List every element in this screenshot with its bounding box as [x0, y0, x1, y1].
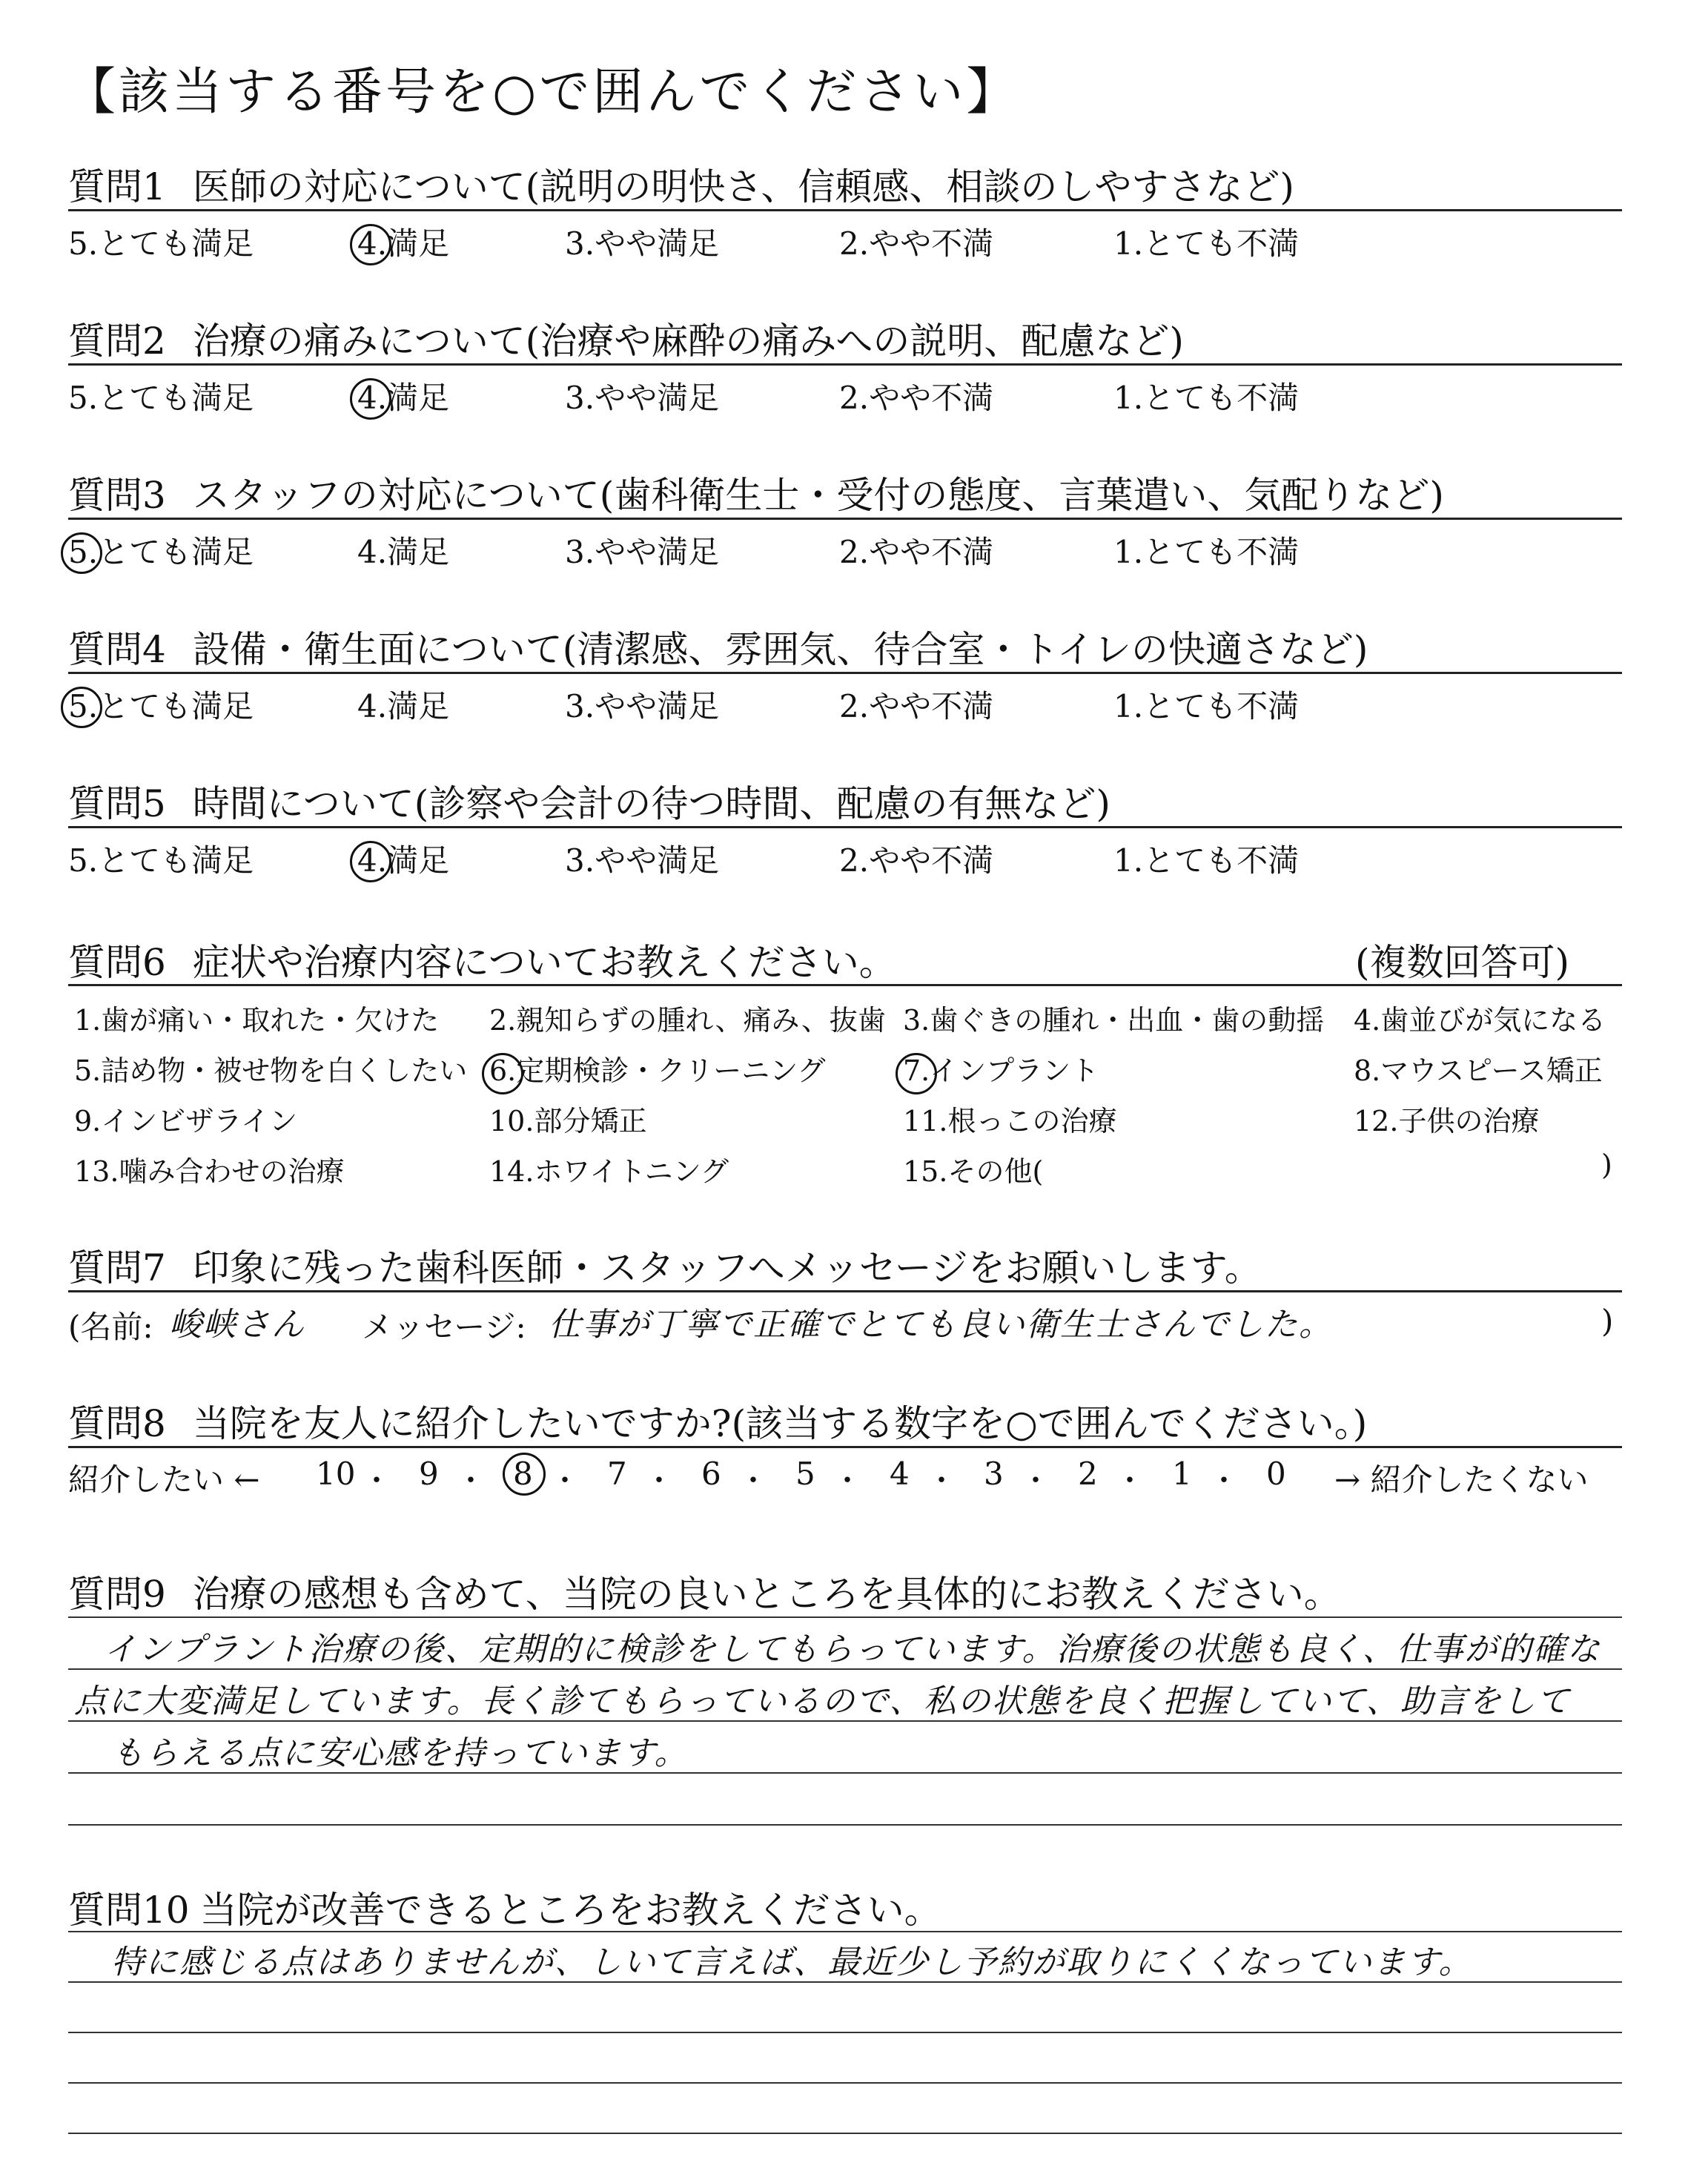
- item-label: インビザライン: [101, 1105, 298, 1137]
- item-label: 子供の治療: [1398, 1105, 1540, 1137]
- q6-multi-note: (複数回答可): [1355, 941, 1570, 984]
- q2-option-4[interactable]: [357, 374, 449, 418]
- q2-option-3[interactable]: [565, 374, 719, 418]
- item-number: 1.: [74, 1004, 102, 1037]
- scale-separator: ・: [1115, 1464, 1145, 1498]
- option-number: 5.: [68, 380, 99, 416]
- option-label: とても満足: [98, 842, 254, 879]
- q9-heading: [68, 1565, 1341, 1618]
- option-number: 2.: [839, 380, 870, 416]
- scale-separator: ・: [738, 1464, 768, 1498]
- scale-value-8[interactable]: 8: [513, 1456, 533, 1492]
- q6-item-3[interactable]: [903, 997, 1324, 1038]
- question-number: 質問4: [68, 628, 166, 671]
- scale-value-4[interactable]: 4: [890, 1456, 910, 1492]
- q6-item-4[interactable]: [1354, 997, 1606, 1038]
- q9-answer-line[interactable]: 点に大変満足しています。長く診てもらっているので、私の状態を良く把握していて、助言をして: [74, 1682, 1571, 1720]
- q4-rule: [68, 672, 1622, 674]
- option-label: やや不満: [869, 534, 994, 570]
- q4-option-5[interactable]: [68, 682, 254, 727]
- q7-heading: [68, 1238, 1262, 1292]
- item-label: インプラント: [930, 1054, 1099, 1087]
- option-label: 満足: [387, 225, 450, 262]
- q2-option-2[interactable]: [839, 374, 993, 418]
- question-number: 質問2: [68, 320, 166, 363]
- item-number: 7.: [903, 1054, 930, 1087]
- option-label: とても不満: [1143, 225, 1300, 262]
- q7-name-label: (名前:: [68, 1309, 153, 1345]
- scale-separator: ・: [456, 1464, 486, 1498]
- question-text: 当院を友人に紹介したいですか?(該当する数字を○で囲んでください。): [192, 1402, 1368, 1445]
- option-number: 5.: [68, 688, 99, 724]
- option-number: 5.: [68, 842, 99, 879]
- q6-heading: [68, 933, 896, 986]
- q3-rule: [68, 518, 1622, 520]
- option-number: 1.: [1113, 225, 1144, 262]
- item-number: 13.: [74, 1155, 119, 1188]
- option-number: 2.: [839, 534, 870, 570]
- item-label: ): [1601, 1149, 1612, 1181]
- option-label: やや不満: [869, 380, 994, 416]
- q8-right-label: → 紹介したくない: [1334, 1462, 1589, 1498]
- q10-heading: [68, 1880, 941, 1934]
- q6-other-close: [1601, 1149, 1612, 1181]
- item-label: 親知らずの腫れ、痛み、抜歯: [516, 1004, 886, 1037]
- scale-value-3[interactable]: 3: [984, 1456, 1004, 1492]
- q2-heading: [68, 311, 1184, 365]
- question-number: 質問1: [68, 165, 166, 208]
- q7-rule: [68, 1290, 1622, 1292]
- scale-value-10[interactable]: 10: [316, 1456, 356, 1492]
- q7-close-paren: ): [1601, 1303, 1614, 1339]
- q3-option-5[interactable]: [68, 528, 254, 572]
- option-number: 4.: [357, 380, 388, 416]
- q9-writing-line: [68, 1616, 1622, 1618]
- option-number: 4.: [357, 534, 388, 570]
- q8-left-label: 紹介したい ←: [68, 1462, 260, 1498]
- q1-heading: [68, 157, 1294, 211]
- q1-option-2[interactable]: [839, 219, 993, 264]
- q4-option-4[interactable]: [357, 682, 449, 727]
- q6-item-1[interactable]: [74, 997, 439, 1038]
- item-number: 4.: [1354, 1004, 1381, 1037]
- q3-heading: [68, 466, 1444, 519]
- option-label: 満足: [387, 842, 450, 879]
- scale-value-6[interactable]: 6: [701, 1456, 721, 1492]
- option-label: やや不満: [869, 688, 994, 724]
- question-text: 時間について(診察や会計の待つ時間、配慮の有無など): [192, 782, 1110, 825]
- item-number: 5.: [74, 1054, 102, 1087]
- question-number: 質問7: [68, 1246, 166, 1289]
- option-number: 4.: [357, 225, 388, 262]
- form-title: 【該当する番号を○で囲んでください】: [65, 63, 1020, 122]
- scale-separator: ・: [1209, 1464, 1239, 1498]
- scale-separator: ・: [833, 1464, 862, 1498]
- q9-answer-line[interactable]: インプラント治療の後、定期的に検診をしてもらっています。治療後の状態も良く、仕事が的確な: [104, 1631, 1601, 1668]
- question-number: 質問10: [68, 1889, 190, 1932]
- option-label: とても満足: [98, 688, 254, 724]
- q6-item-2[interactable]: [489, 997, 886, 1038]
- q6-item-6[interactable]: [489, 1048, 826, 1089]
- q8-heading: [68, 1394, 1367, 1447]
- item-label: マウスピース矯正: [1380, 1054, 1603, 1087]
- q10-writing-line: [68, 1931, 1622, 1932]
- q6-item-9[interactable]: [74, 1098, 297, 1139]
- q1-option-5[interactable]: [68, 219, 254, 264]
- option-label: 満足: [387, 380, 450, 416]
- item-number: 11.: [903, 1105, 948, 1137]
- q2-option-1[interactable]: [1113, 374, 1299, 418]
- option-label: やや不満: [869, 842, 994, 879]
- question-text: 治療の感想も含めて、当院の良いところを具体的にお教えください。: [192, 1573, 1341, 1616]
- q6-item-13[interactable]: [74, 1149, 344, 1189]
- item-label: 詰め物・被せ物を白くしたい: [101, 1054, 468, 1087]
- option-label: とても満足: [98, 534, 254, 570]
- option-number: 5.: [68, 225, 99, 262]
- q8-rule: [68, 1446, 1622, 1448]
- q4-option-2[interactable]: [839, 682, 993, 727]
- q10-answer-line[interactable]: 特に感じる点はありませんが、しいて言えば、最近少し予約が取りにくくなっています。: [111, 1943, 1473, 1981]
- scale-separator: ・: [1021, 1464, 1050, 1498]
- question-text: 設備・衛生面について(清潔感、雰囲気、待合室・トイレの快適さなど): [192, 628, 1368, 671]
- question-number: 質問3: [68, 474, 166, 517]
- q2-rule: [68, 363, 1622, 366]
- question-text: 医師の対応について(説明の明快さ、信頼感、相談のしやすさなど): [192, 165, 1294, 208]
- option-label: やや満足: [595, 688, 720, 724]
- q1-option-4[interactable]: [357, 219, 449, 264]
- q9-writing-line: [68, 1824, 1622, 1826]
- option-number: 1.: [1113, 534, 1144, 570]
- item-number: 14.: [489, 1155, 534, 1188]
- scale-value-7[interactable]: 7: [607, 1456, 627, 1492]
- option-number: 3.: [565, 225, 595, 262]
- option-number: 1.: [1113, 688, 1144, 724]
- scale-value-9[interactable]: 9: [419, 1456, 439, 1492]
- q10-writing-line: [68, 2133, 1622, 2134]
- item-label: 歯ぐきの腫れ・出血・歯の動揺: [930, 1004, 1325, 1037]
- item-label: 噛み合わせの治療: [119, 1155, 345, 1188]
- item-number: 3.: [903, 1004, 930, 1037]
- question-text: 当院が改善できるところをお教えください。: [199, 1889, 941, 1932]
- item-label: 歯並びが気になる: [1380, 1004, 1606, 1037]
- q5-rule: [68, 826, 1622, 828]
- option-number: 3.: [565, 688, 595, 724]
- scale-separator: ・: [362, 1464, 391, 1498]
- option-label: 満足: [387, 688, 450, 724]
- question-text: スタッフの対応について(歯科衛生士・受付の態度、言葉遣い、気配りなど): [192, 474, 1444, 517]
- option-number: 4.: [357, 842, 388, 879]
- option-label: やや不満: [869, 225, 994, 262]
- option-number: 5.: [68, 534, 99, 570]
- option-number: 3.: [565, 534, 595, 570]
- q6-rule: [68, 984, 1622, 986]
- scale-separator: ・: [644, 1464, 674, 1498]
- option-number: 4.: [357, 688, 388, 724]
- q3-option-3[interactable]: [565, 528, 719, 572]
- option-number: 3.: [565, 842, 595, 879]
- q2-option-5[interactable]: [68, 374, 254, 418]
- item-number: 2.: [489, 1004, 517, 1037]
- q5-option-1[interactable]: [1113, 836, 1299, 881]
- q6-item-10[interactable]: [489, 1098, 646, 1139]
- q4-heading: [68, 620, 1368, 673]
- option-number: 2.: [839, 225, 870, 262]
- q6-item-7[interactable]: [903, 1048, 1099, 1089]
- item-number: 10.: [489, 1105, 534, 1137]
- option-label: やや満足: [595, 842, 720, 879]
- option-number: 1.: [1113, 842, 1144, 879]
- q6-item-14[interactable]: [489, 1149, 729, 1189]
- q4-option-3[interactable]: [565, 682, 719, 727]
- q6-item-12[interactable]: [1354, 1098, 1539, 1139]
- q3-option-1[interactable]: [1113, 528, 1299, 572]
- option-label: やや満足: [595, 225, 720, 262]
- scale-value-0[interactable]: 0: [1266, 1456, 1286, 1492]
- item-label: その他(: [947, 1155, 1044, 1188]
- q4-option-1[interactable]: [1113, 682, 1299, 727]
- question-number: 質問5: [68, 782, 166, 825]
- option-number: 3.: [565, 380, 595, 416]
- question-text: 治療の痛みについて(治療や麻酔の痛みへの説明、配慮など): [192, 320, 1184, 363]
- option-label: とても不満: [1143, 380, 1300, 416]
- item-number: 9.: [74, 1105, 102, 1137]
- question-text: 症状や治療内容についてお教えください。: [192, 941, 896, 984]
- scale-value-2[interactable]: 2: [1078, 1456, 1098, 1492]
- q3-option-4[interactable]: [357, 528, 449, 572]
- option-label: とても不満: [1143, 534, 1300, 570]
- question-number: 質問6: [68, 941, 166, 984]
- q1-option-3[interactable]: [565, 219, 719, 264]
- scale-value-5[interactable]: 5: [795, 1456, 815, 1492]
- q3-option-2[interactable]: [839, 528, 993, 572]
- item-number: 6.: [489, 1054, 517, 1087]
- q1-option-1[interactable]: [1113, 219, 1299, 264]
- q6-item-15[interactable]: [903, 1149, 1043, 1189]
- q5-heading: [68, 774, 1110, 828]
- q6-item-5[interactable]: [74, 1048, 467, 1089]
- q7-message-label: メッセージ:: [362, 1309, 526, 1345]
- option-label: やや満足: [595, 380, 720, 416]
- option-label: とても不満: [1143, 688, 1300, 724]
- q7-name-value[interactable]: 峻峡さん: [169, 1306, 305, 1344]
- item-number: 12.: [1354, 1105, 1399, 1137]
- item-number: 8.: [1354, 1054, 1381, 1087]
- question-text: 印象に残った歯科医師・スタッフへメッセージをお願いします。: [192, 1246, 1262, 1289]
- q6-item-8[interactable]: [1354, 1048, 1603, 1089]
- option-number: 1.: [1113, 380, 1144, 416]
- q10-writing-line: [68, 2032, 1622, 2033]
- q5-option-3[interactable]: [565, 836, 719, 881]
- option-number: 2.: [839, 842, 870, 879]
- scale-separator: ・: [550, 1464, 580, 1498]
- scale-separator: ・: [927, 1464, 956, 1498]
- option-number: 2.: [839, 688, 870, 724]
- option-label: とても満足: [98, 380, 254, 416]
- item-number: 15.: [903, 1155, 948, 1188]
- q5-option-5[interactable]: [68, 836, 254, 881]
- q5-option-4[interactable]: [357, 836, 449, 881]
- option-label: やや満足: [595, 534, 720, 570]
- q7-message-value[interactable]: 仕事が丁寧で正確でとても良い衛生士さんでした。: [549, 1306, 1333, 1344]
- item-label: 根っこの治療: [947, 1105, 1117, 1137]
- q6-item-11[interactable]: [903, 1098, 1116, 1139]
- question-number: 質問9: [68, 1573, 166, 1616]
- item-label: 部分矯正: [534, 1105, 647, 1137]
- scale-value-1[interactable]: 1: [1172, 1456, 1192, 1492]
- option-label: 満足: [387, 534, 450, 570]
- option-label: とても満足: [98, 225, 254, 262]
- item-label: 歯が痛い・取れた・欠けた: [101, 1004, 440, 1037]
- question-number: 質問8: [68, 1402, 166, 1445]
- item-label: ホワイトニング: [534, 1155, 729, 1188]
- item-label: 定期検診・クリーニング: [516, 1054, 826, 1087]
- q5-option-2[interactable]: [839, 836, 993, 881]
- q1-rule: [68, 209, 1622, 211]
- q10-writing-line: [68, 2082, 1622, 2084]
- q9-answer-line[interactable]: もらえる点に安心感を持っています。: [111, 1734, 689, 1772]
- option-label: とても不満: [1143, 842, 1300, 879]
